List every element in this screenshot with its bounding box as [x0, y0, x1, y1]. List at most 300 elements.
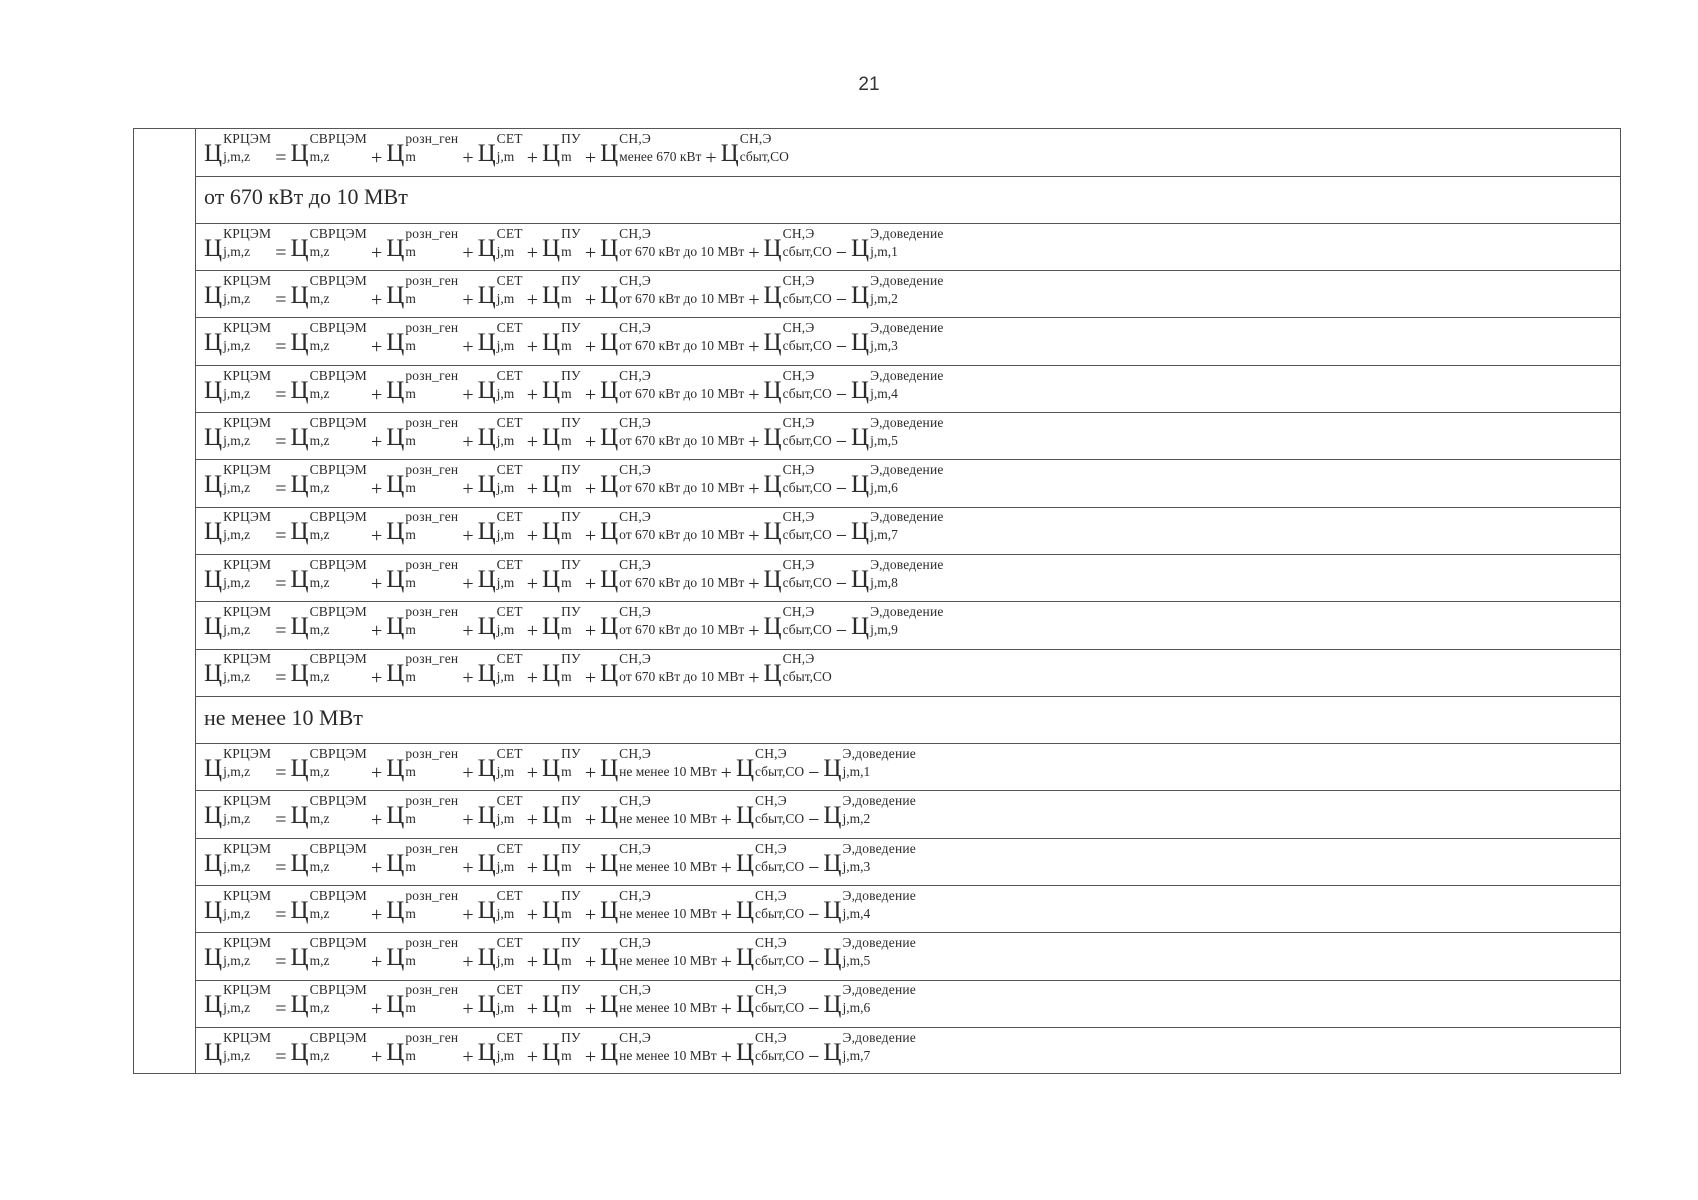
term-base: Ц — [600, 281, 619, 309]
term-superscript: СН,Э — [619, 982, 652, 998]
term-subscript: j,m,z — [223, 432, 251, 448]
operator: = — [275, 856, 287, 879]
term-subscript: j,m,3 — [870, 338, 898, 354]
term-superscript: ПУ — [561, 556, 581, 572]
operator: + — [462, 288, 474, 311]
operator: + — [748, 241, 760, 264]
term-superscript: СН,Э — [755, 935, 787, 951]
term-base: Ц — [477, 140, 496, 167]
operator: − — [835, 620, 847, 642]
operator: = — [275, 147, 287, 169]
term-base: Ц — [290, 140, 309, 167]
term-base: Ц — [204, 849, 223, 877]
term-base: Ц — [477, 329, 496, 357]
term-superscript: СВРЦЭМ — [309, 935, 367, 951]
term-superscript: СЕТ — [496, 367, 523, 383]
lhs-price-term — [204, 1031, 271, 1065]
term-subscript: m — [561, 338, 572, 354]
term-base: Ц — [386, 329, 405, 357]
wholesale-price-term — [291, 558, 367, 592]
network-term — [478, 463, 523, 497]
term-superscript: КРЦЭМ — [223, 272, 272, 288]
sales-co-term — [736, 747, 804, 781]
operator: + — [584, 478, 597, 501]
operator: + — [462, 903, 474, 926]
term-superscript: розн_ген — [405, 651, 459, 667]
term-subscript: m — [405, 290, 416, 306]
term-superscript: Э,доведение — [842, 745, 916, 761]
other-services-term — [542, 842, 581, 876]
term-base: Ц — [477, 234, 496, 262]
term-base: Ц — [542, 140, 561, 167]
operator: + — [526, 620, 539, 642]
term-subscript: m — [405, 905, 416, 921]
term-subscript: m,z — [309, 858, 330, 874]
term-superscript: СН,Э — [782, 414, 815, 430]
term-subscript: m — [561, 763, 572, 779]
term-subscript: сбыт,СО — [782, 338, 832, 354]
term-base: Ц — [763, 471, 782, 499]
term-base: Ц — [763, 565, 782, 593]
term-base: Ц — [386, 565, 405, 593]
term-superscript: Э,доведение — [842, 793, 916, 809]
network-term — [478, 605, 523, 639]
term-subscript: m — [561, 858, 572, 874]
term-base: Ц — [290, 565, 309, 593]
term-subscript: m — [561, 290, 572, 306]
term-base: Ц — [542, 565, 561, 593]
term-superscript: СВРЦЭМ — [309, 793, 367, 809]
term-superscript: СВРЦЭМ — [309, 982, 367, 998]
term-base: Ц — [477, 423, 496, 451]
other-services-term — [542, 605, 581, 639]
sales-markup-term — [600, 132, 701, 166]
network-term — [478, 842, 523, 876]
term-superscript: КРЦЭМ — [223, 982, 272, 998]
term-base: Ц — [542, 329, 561, 357]
term-base: Ц — [204, 802, 223, 830]
term-base: Ц — [823, 944, 842, 972]
term-superscript: розн_ген — [405, 1029, 459, 1045]
other-services-term — [542, 747, 581, 781]
sales-co-term — [736, 1031, 804, 1065]
term-subscript: сбыт,СО — [782, 622, 832, 637]
operator: = — [275, 383, 287, 406]
formula-row — [196, 649, 1620, 697]
lhs-price-term — [204, 652, 271, 686]
term-superscript: СЕТ — [496, 840, 523, 856]
term-base: Ц — [290, 423, 309, 451]
term-subscript: сбыт,СО — [782, 290, 832, 306]
price-formula — [204, 983, 916, 1019]
operator: − — [835, 241, 847, 264]
retail-generation-term — [386, 463, 458, 497]
sales-markup-term — [600, 321, 744, 355]
other-services-term — [542, 321, 581, 355]
adjustment-term — [851, 227, 944, 261]
term-superscript: СЕТ — [496, 935, 523, 951]
term-subscript: j,m,1 — [842, 763, 871, 779]
operator: + — [526, 951, 539, 974]
operator: + — [526, 383, 539, 406]
term-superscript: розн_ген — [405, 556, 459, 572]
wholesale-price-term — [291, 605, 367, 639]
term-superscript: Э,доведение — [842, 982, 916, 998]
network-term — [478, 321, 523, 355]
term-subscript: сбыт,СО — [782, 385, 832, 401]
operator: + — [584, 951, 597, 974]
formula-row — [196, 507, 1620, 555]
term-base: Ц — [823, 1038, 842, 1066]
formula-row — [196, 129, 1620, 177]
term-base: Ц — [763, 234, 782, 262]
term-base: Ц — [386, 423, 405, 451]
price-formula — [204, 463, 944, 499]
wholesale-price-term — [291, 227, 367, 261]
sales-co-term — [736, 794, 804, 828]
term-subscript: m — [405, 574, 416, 590]
term-base: Ц — [290, 660, 309, 688]
sales-markup-term — [600, 463, 744, 497]
operator: + — [584, 809, 597, 832]
operator: + — [370, 288, 383, 311]
term-base: Ц — [204, 281, 223, 309]
term-base: Ц — [386, 660, 405, 688]
term-superscript: СН,Э — [739, 131, 772, 146]
term-base: Ц — [542, 613, 561, 640]
term-subscript: j,m,z — [223, 149, 251, 164]
term-base: Ц — [600, 896, 619, 924]
wholesale-price-term — [291, 510, 367, 544]
term-base: Ц — [542, 944, 561, 972]
formula-row — [196, 460, 1620, 508]
term-superscript: СН,Э — [782, 367, 815, 383]
other-services-term — [542, 227, 581, 261]
term-base: Ц — [290, 991, 309, 1019]
operator: + — [370, 1045, 383, 1068]
adjustment-term — [851, 321, 944, 355]
term-subscript: j,m,9 — [870, 622, 898, 637]
term-subscript: m — [405, 1047, 416, 1063]
lhs-price-term — [204, 510, 271, 544]
term-superscript: Э,доведение — [870, 320, 944, 336]
page-number: 21 — [858, 74, 880, 95]
term-subscript: m,z — [309, 1047, 330, 1063]
retail-generation-term — [386, 132, 458, 166]
term-superscript: ПУ — [561, 840, 581, 856]
term-superscript: КРЦЭМ — [223, 462, 272, 478]
term-subscript: j,m,z — [223, 385, 251, 401]
term-base: Ц — [763, 423, 782, 451]
term-base: Ц — [290, 234, 309, 262]
wholesale-price-term — [291, 416, 367, 450]
retail-generation-term — [386, 274, 458, 308]
term-superscript: КРЦЭМ — [223, 367, 272, 383]
term-subscript: j,m,5 — [842, 953, 871, 969]
operator: + — [370, 430, 383, 453]
operator: + — [462, 667, 474, 690]
sales-markup-term — [600, 889, 717, 923]
term-base: Ц — [823, 754, 842, 782]
sales-markup-term — [600, 227, 744, 261]
term-base: Ц — [735, 991, 755, 1019]
term-base: Ц — [290, 518, 309, 546]
term-base: Ц — [851, 518, 870, 546]
term-superscript: ПУ — [561, 225, 581, 241]
operator: = — [275, 809, 287, 832]
term-subscript: от 670 кВт до 10 МВт — [619, 480, 745, 496]
term-base: Ц — [477, 849, 496, 877]
term-superscript: СЕТ — [496, 509, 523, 525]
term-base: Ц — [386, 1038, 405, 1066]
operator: + — [462, 951, 474, 974]
term-base: Ц — [477, 944, 496, 972]
term-base: Ц — [763, 660, 782, 688]
term-subscript: m — [561, 527, 572, 543]
operator: + — [584, 998, 597, 1021]
adjustment-term — [851, 463, 944, 497]
term-superscript: СН,Э — [619, 462, 652, 478]
term-superscript: ПУ — [561, 935, 581, 951]
sales-markup-term — [600, 510, 744, 544]
term-subscript: m — [405, 669, 416, 685]
term-superscript: СН,Э — [782, 272, 815, 288]
operator: = — [275, 1045, 287, 1068]
term-base: Ц — [477, 376, 496, 404]
term-subscript: сбыт,СО — [755, 811, 805, 827]
term-base: Ц — [763, 376, 782, 404]
operator: + — [705, 147, 717, 169]
term-superscript: СЕТ — [496, 131, 523, 146]
term-superscript: СЕТ — [496, 462, 523, 478]
price-formula — [204, 1031, 916, 1067]
lhs-price-term — [204, 747, 271, 781]
term-subscript: j,m,z — [223, 243, 251, 259]
term-superscript: КРЦЭМ — [223, 935, 272, 951]
term-superscript: розн_ген — [405, 935, 459, 951]
sales-co-term — [764, 416, 832, 450]
sales-co-term — [764, 227, 832, 261]
term-subscript: m — [405, 622, 416, 637]
sales-markup-term — [600, 605, 744, 639]
term-superscript: СЕТ — [496, 556, 523, 572]
term-superscript: СЕТ — [496, 604, 523, 619]
operator: + — [370, 761, 383, 784]
term-subscript: j,m,3 — [842, 858, 871, 874]
term-subscript: m — [561, 1000, 572, 1016]
term-subscript: j,m — [496, 574, 515, 590]
term-superscript: Э,доведение — [870, 225, 944, 241]
price-formula — [204, 510, 944, 546]
operator: = — [275, 572, 287, 595]
operator: + — [526, 998, 539, 1021]
retail-generation-term — [386, 936, 458, 970]
term-superscript: розн_ген — [405, 840, 459, 856]
term-base: Ц — [735, 849, 755, 877]
operator: − — [808, 998, 820, 1021]
term-superscript: СН,Э — [755, 793, 787, 809]
lhs-price-term — [204, 416, 271, 450]
section-heading: от 670 кВт до 10 МВт — [204, 184, 408, 210]
adjustment-term — [851, 416, 944, 450]
lhs-price-term — [204, 558, 271, 592]
term-base: Ц — [477, 613, 496, 640]
term-subscript: m — [561, 432, 572, 448]
lhs-price-term — [204, 274, 271, 308]
term-base: Ц — [600, 944, 619, 972]
term-subscript: от 670 кВт до 10 МВт — [619, 432, 745, 448]
sales-markup-term — [600, 1031, 717, 1065]
term-subscript: j,m — [496, 669, 515, 685]
term-superscript: СЕТ — [496, 651, 523, 667]
term-superscript: СВРЦЭМ — [309, 604, 367, 619]
operator: + — [748, 572, 760, 595]
term-superscript: ПУ — [561, 509, 581, 525]
price-formula — [204, 652, 832, 688]
term-base: Ц — [290, 329, 309, 357]
term-superscript: ПУ — [561, 131, 581, 146]
term-subscript: j,m — [496, 763, 515, 779]
formula-row — [196, 366, 1620, 414]
term-subscript: m — [405, 243, 416, 259]
term-base: Ц — [386, 849, 405, 877]
term-superscript: ПУ — [561, 367, 581, 383]
term-base: Ц — [204, 140, 223, 167]
term-base: Ц — [542, 754, 561, 782]
term-base: Ц — [542, 660, 561, 688]
formula-table — [133, 128, 1621, 1074]
term-subscript: j,m,z — [223, 527, 251, 543]
term-subscript: j,m,z — [223, 480, 251, 496]
term-superscript: СВРЦЭМ — [309, 320, 367, 336]
term-subscript: m,z — [309, 385, 330, 401]
term-base: Ц — [204, 896, 223, 924]
adjustment-term — [851, 369, 944, 403]
term-superscript: ПУ — [561, 272, 581, 288]
term-subscript: j,m — [496, 290, 515, 306]
price-formula — [204, 747, 916, 783]
adjustment-term — [823, 1031, 916, 1065]
term-base: Ц — [290, 754, 309, 782]
operator: = — [275, 525, 287, 548]
term-subscript: j,m,6 — [842, 1000, 871, 1016]
operator: + — [720, 809, 732, 832]
term-subscript: m,z — [309, 527, 330, 543]
operator: + — [462, 761, 474, 784]
term-subscript: m,z — [309, 953, 330, 969]
term-subscript: m — [561, 149, 572, 164]
term-subscript: m — [405, 338, 416, 354]
price-formula — [204, 936, 916, 972]
network-term — [478, 936, 523, 970]
term-superscript: КРЦЭМ — [223, 604, 272, 619]
term-subscript: m,z — [309, 905, 330, 921]
term-base: Ц — [851, 423, 870, 451]
term-superscript: СН,Э — [782, 651, 815, 667]
wholesale-price-term — [291, 369, 367, 403]
lhs-price-term — [204, 369, 271, 403]
retail-generation-term — [386, 510, 458, 544]
term-superscript: СВРЦЭМ — [309, 556, 367, 572]
lhs-price-term — [204, 889, 271, 923]
term-subscript: j,m — [496, 480, 515, 496]
network-term — [478, 794, 523, 828]
sales-markup-term — [600, 416, 744, 450]
term-base: Ц — [204, 518, 223, 546]
price-formula — [204, 416, 944, 452]
formula-row — [196, 1028, 1620, 1076]
term-base: Ц — [763, 329, 782, 357]
term-base: Ц — [600, 518, 619, 546]
term-base: Ц — [851, 281, 870, 309]
term-superscript: Э,доведение — [870, 556, 944, 572]
lhs-price-term — [204, 983, 271, 1017]
term-subscript: m — [405, 527, 416, 543]
term-base: Ц — [477, 471, 496, 499]
term-subscript: сбыт,СО — [739, 149, 789, 164]
term-base: Ц — [386, 518, 405, 546]
price-formula — [204, 227, 944, 263]
term-superscript: КРЦЭМ — [223, 1029, 272, 1045]
term-base: Ц — [477, 281, 496, 309]
sales-markup-term — [600, 274, 744, 308]
term-base: Ц — [600, 471, 619, 499]
term-superscript: СН,Э — [619, 509, 652, 525]
term-superscript: Э,доведение — [870, 604, 944, 619]
term-subscript: m — [405, 385, 416, 401]
term-subscript: m,z — [309, 622, 330, 637]
term-subscript: j,m,z — [223, 953, 251, 969]
term-base: Ц — [290, 281, 309, 309]
term-subscript: не менее 10 МВт — [619, 811, 717, 827]
term-superscript: розн_ген — [405, 604, 459, 619]
retail-generation-term — [386, 983, 458, 1017]
term-subscript: j,m — [496, 385, 515, 401]
term-subscript: j,m,z — [223, 1047, 251, 1063]
term-subscript: j,m,z — [223, 338, 251, 354]
term-subscript: j,m,z — [223, 1000, 251, 1016]
term-base: Ц — [204, 471, 223, 499]
term-subscript: m,z — [309, 811, 330, 827]
price-formula — [204, 605, 944, 641]
operator: + — [370, 525, 383, 548]
term-base: Ц — [290, 471, 309, 499]
term-subscript: j,m — [496, 432, 515, 448]
wholesale-price-term — [291, 652, 367, 686]
term-superscript: Э,доведение — [842, 840, 916, 856]
term-subscript: от 670 кВт до 10 МВт — [619, 669, 745, 685]
term-superscript: розн_ген — [405, 414, 459, 430]
term-superscript: СВРЦЭМ — [309, 414, 367, 430]
term-superscript: СН,Э — [782, 225, 815, 241]
operator: + — [584, 430, 597, 453]
wholesale-price-term — [291, 463, 367, 497]
lhs-price-term — [204, 463, 271, 497]
retail-generation-term — [386, 794, 458, 828]
term-superscript: СН,Э — [755, 1029, 787, 1045]
term-superscript: розн_ген — [405, 982, 459, 998]
operator: + — [748, 430, 760, 453]
term-base: Ц — [386, 944, 405, 972]
other-services-term — [542, 936, 581, 970]
term-subscript: j,m,6 — [870, 480, 898, 496]
operator: + — [370, 478, 383, 501]
term-base: Ц — [600, 849, 619, 877]
operator: + — [526, 478, 539, 501]
other-services-term — [542, 889, 581, 923]
term-base: Ц — [600, 423, 619, 451]
term-superscript: СЕТ — [496, 887, 523, 903]
